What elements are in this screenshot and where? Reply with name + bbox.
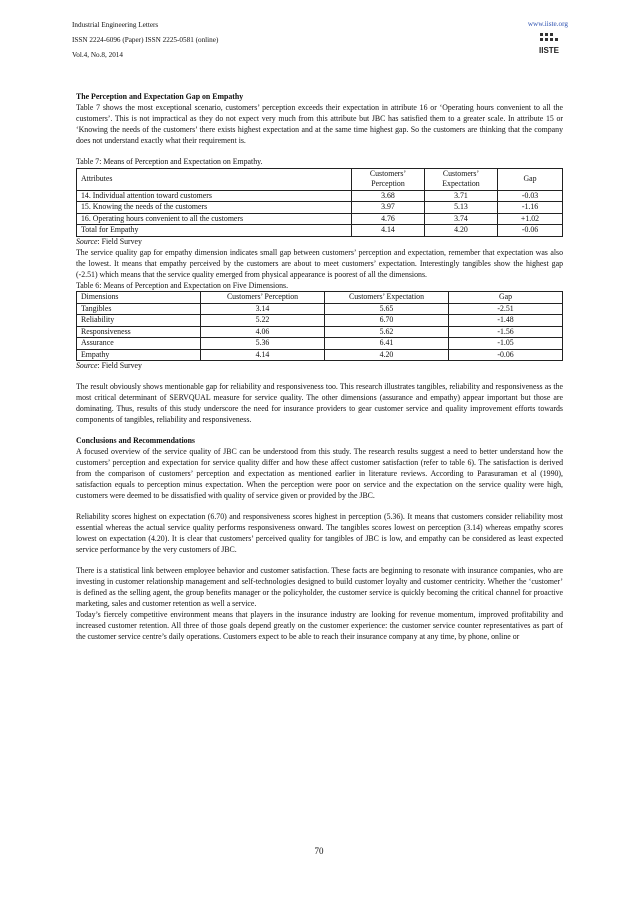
- logo-text: IISTE: [539, 46, 560, 55]
- table-header-cell: Customers’ Expectation: [325, 292, 449, 304]
- table7-caption: Table 7: Means of Perception and Expectation on Empathy.: [76, 156, 263, 166]
- table-cell: 16. Operating hours convenient to all the customers: [77, 213, 352, 225]
- table-cell: -0.03: [498, 190, 563, 202]
- table-cell: 6.70: [325, 315, 449, 327]
- table-row: [77, 190, 563, 202]
- table7: [76, 168, 563, 237]
- table-cell: -0.06: [449, 349, 563, 361]
- issn-line: ISSN 2224-6096 (Paper) ISSN 2225-0581 (online): [72, 36, 219, 44]
- table-header-cell: Gap: [449, 292, 563, 304]
- main-content: [76, 92, 563, 642]
- table-cell: -1.56: [449, 326, 563, 338]
- table-cell: 14. Individual attention toward customers: [77, 190, 352, 202]
- table-cell: Reliability: [77, 315, 201, 327]
- table-row: [77, 202, 563, 214]
- table-header-cell: Customers’ Perception: [201, 292, 325, 304]
- table-row: [77, 315, 563, 327]
- table-cell: 5.22: [201, 315, 325, 327]
- table-cell: -1.16: [498, 202, 563, 214]
- table-cell: Tangibles: [77, 303, 201, 315]
- table-cell: Empathy: [77, 349, 201, 361]
- table-cell: +1.02: [498, 213, 563, 225]
- table-cell: 3.97: [352, 202, 425, 214]
- table-cell: 3.74: [425, 213, 498, 225]
- source-label: Source: [76, 361, 98, 371]
- table-cell: 5.36: [201, 338, 325, 350]
- volume-line: Vol.4, No.8, 2014: [72, 51, 123, 59]
- table-header-cell: Customers’ Perception: [352, 168, 425, 190]
- table-cell: 3.68: [352, 190, 425, 202]
- journal-name: Industrial Engineering Letters: [72, 21, 159, 29]
- table-row: [77, 225, 563, 237]
- source-label: Source: [76, 236, 98, 246]
- table-header-cell: Gap: [498, 168, 563, 190]
- section-title-empathy: The Perception and Expectation Gap on Empathy: [76, 92, 244, 101]
- table-row: [77, 303, 563, 315]
- source-text: : Field Survey: [97, 236, 142, 246]
- table-cell: 4.20: [425, 225, 498, 237]
- paragraph-results: The result obviously shows mentionable gap for reliability and responsiveness too. This research illustrates tangibles, reliability and responsiveness as the most critical determinant of SERVQUAL measure for service quality. The other dimensions (assurance and empathy) appear important but those are dominating. Thus, results of this study underscore the need for insurance providers to gear customer service and quality improvement efforts towards components of tangibles, reliability and responsiveness.: [76, 382, 563, 425]
- journal-url-link[interactable]: www.iiste.org: [527, 20, 568, 28]
- table-header-row: [77, 168, 563, 190]
- table-cell: 15. Knowing the needs of the customers: [77, 202, 352, 214]
- table-cell: 4.06: [201, 326, 325, 338]
- table-cell: -0.06: [498, 225, 563, 237]
- table-cell: Responsiveness: [77, 326, 201, 338]
- table-header-cell: Dimensions: [77, 292, 201, 304]
- page-number: 70: [314, 846, 324, 856]
- paragraph-conclusions-3: There is a statistical link between employee behavior and customer satisfaction. These facts are beginning to resonate with insurance companies, who are investing in customer relationship management and self-technologies designed to build customer loyalty and customer centricity. Whether the ‘customer’ is defined as the selling agent, the group benefits manager or the policyholder, the customer service is quickly becoming the critical channel for proactive marketing, sales and customer retention as well a service.: [76, 565, 563, 608]
- table-row: [77, 349, 563, 361]
- table6: [76, 291, 563, 361]
- table-row: [77, 326, 563, 338]
- table-cell: -2.51: [449, 303, 563, 315]
- table6-source: [76, 361, 563, 372]
- paragraph-conclusions-2: Reliability scores highest on expectation (6.70) and responsiveness scores highest in perception (5.36). It means that customers consider reliability most essential whereas the actual service quality performs responsiveness onward. The tangibles scores lowest on perception (3.14) whereas empathy scores lowest on expectation (4.20). It is clear that customers’ perceived quality for tangibles of JBC is low, and empathy can be considered as least expected service performance by the very customers of JBC.: [76, 511, 563, 554]
- iiste-logo: [538, 33, 566, 55]
- section-title-conclusions: Conclusions and Recommendations: [76, 436, 195, 446]
- table-row: [77, 338, 563, 350]
- table-header-cell: Customers’ Expectation: [425, 168, 498, 190]
- table-header-cell: Attributes: [77, 168, 352, 190]
- table-cell: 3.14: [201, 303, 325, 315]
- table-cell: 4.14: [352, 225, 425, 237]
- table-cell: -1.48: [449, 315, 563, 327]
- table-cell: 6.41: [325, 338, 449, 350]
- table-cell: Total for Empathy: [77, 225, 352, 237]
- table-cell: 5.62: [325, 326, 449, 338]
- table-header-row: [77, 292, 563, 304]
- table-cell: 4.20: [325, 349, 449, 361]
- table-row: [77, 213, 563, 225]
- table7-source: [76, 237, 563, 248]
- table-cell: Assurance: [77, 338, 201, 350]
- paragraph-conclusions-4: Today’s fiercely competitive environment means that players in the insurance industry are looking for revenue momentum, improved profitability and increased customer retention. All three of those goals depend greatly on the customer experience: the customer service counter representatives as part of the customer service centre’s daily operations. Customers expect to be able to reach their insurance company at any time, by phone, online or: [76, 609, 563, 641]
- table-cell: 3.71: [425, 190, 498, 202]
- paragraph-service-gap: The service quality gap for empathy dimension indicates small gap between customers’ perception and expectation, remember that expectation was also the lowest. It means that empathy perceived by the customers are about to meet customers’ expectation. Interestingly tangibles show the highest gap (-2.51) which means that the service quality emerged from physical appearance is poorest of all the dimensions.: [76, 247, 563, 279]
- table-cell: 4.14: [201, 349, 325, 361]
- table-cell: -1.05: [449, 338, 563, 350]
- paragraph-conclusions-1: A focused overview of the service quality of JBC can be understood from this study. The research results suggest a need to better understand how the customers’ perception and expectation for service quality differ and how these affect customer satisfaction (refer to table 6). The satisfaction is derived from the comparison of customers’ perception and expectation as mentioned earlier in literature reviews. According to Parasuraman et al (1990), satisfaction equals to perception minus expectation. When the perception were poor on service and the expectation on the service quality were high, customers were deemed to be dissatisfied with quality of service given or provided by the JBC.: [76, 447, 563, 501]
- table-cell: 5.65: [325, 303, 449, 315]
- source-text: : Field Survey: [97, 361, 142, 371]
- table-cell: 5.13: [425, 202, 498, 214]
- table-cell: 4.76: [352, 213, 425, 225]
- table6-caption: Table 6: Means of Perception and Expectation on Five Dimensions.: [76, 280, 289, 290]
- paragraph-empathy: Table 7 shows the most exceptional scenario, customers’ perception exceeds their expectation in attribute 16 or ‘Operating hours convenient to all the customers’. This is not impractical as they do not expect very much from this attribute but JBC has satisfied them to a greater scale. In attribute 15 or ‘Knowing the needs of the customers’ there exists highest expectation and at the same time highest gap. So the customers are thinking that the company does not understand exactly what their requirement is.: [76, 102, 563, 145]
